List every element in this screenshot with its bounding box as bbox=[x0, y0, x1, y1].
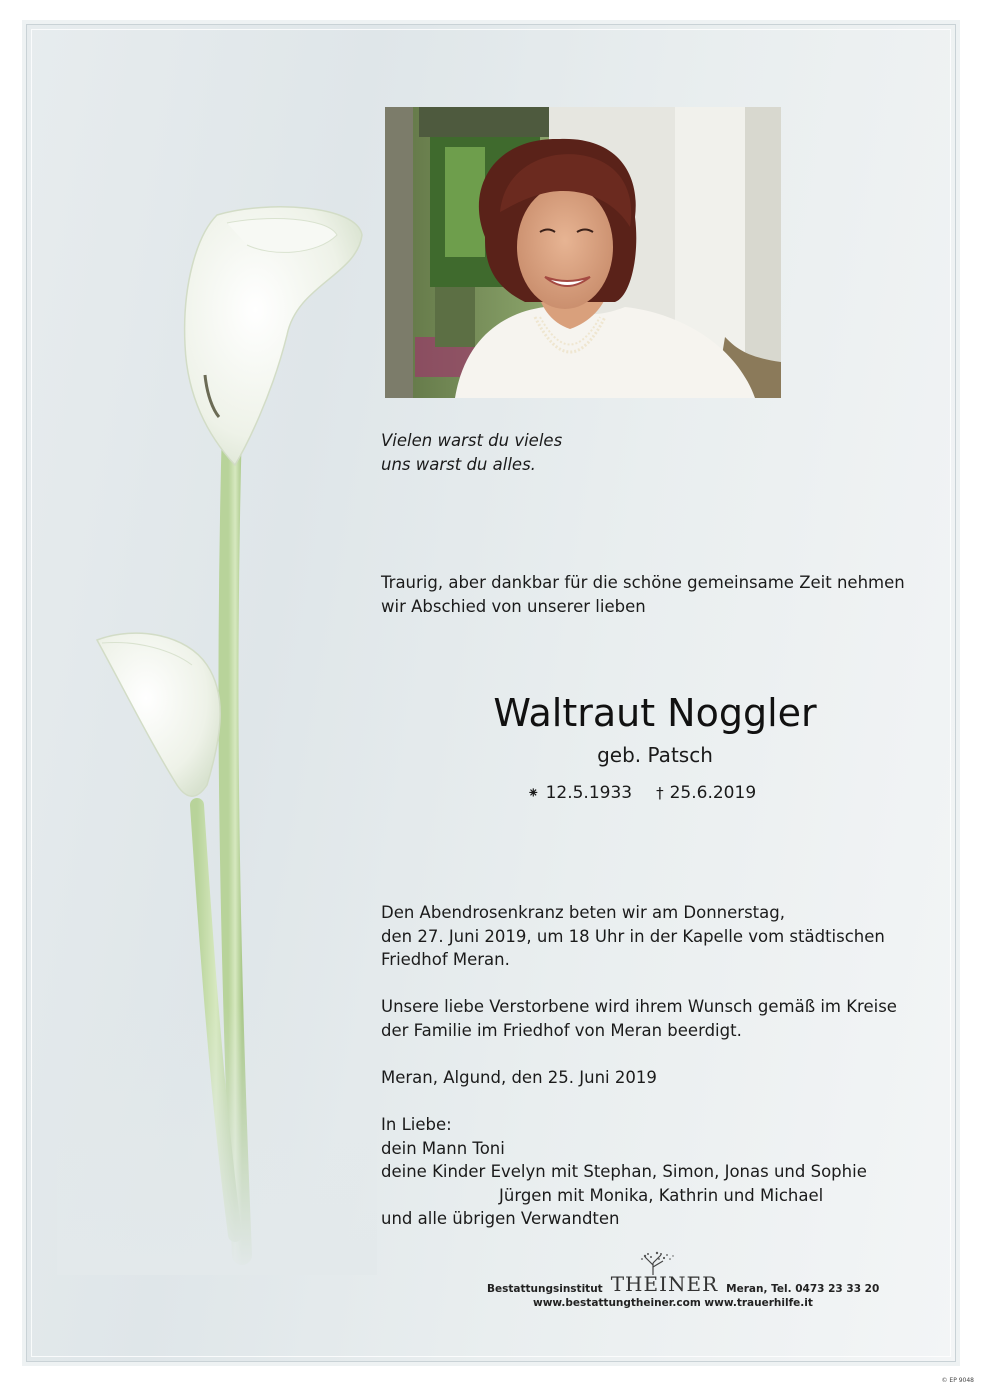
quote-line: Vielen warst du vieles bbox=[381, 431, 563, 450]
obituary-card bbox=[26, 24, 956, 1362]
rosary-line: Friedhof Meran. bbox=[381, 950, 510, 969]
birth-star-icon: ⁕ bbox=[527, 784, 540, 802]
life-dates bbox=[527, 781, 756, 805]
footer-websites: www.bestattungtheiner.com www.trauerhilfe.it bbox=[533, 1297, 813, 1309]
mourner-line: Jürgen mit Monika, Kathrin und Michael bbox=[499, 1185, 824, 1205]
brand-name: THEINER bbox=[610, 1272, 719, 1296]
mourner-line: deine Kinder Evelyn mit Stephan, Simon, Jonas und Sophie bbox=[381, 1162, 867, 1181]
rosary-paragraph bbox=[381, 901, 885, 972]
death-date-group bbox=[656, 781, 756, 805]
portrait-image bbox=[385, 107, 781, 398]
intro-text bbox=[381, 571, 905, 618]
burial-paragraph bbox=[381, 995, 897, 1042]
quote-line: uns warst du alles. bbox=[381, 454, 536, 474]
portrait-photo bbox=[385, 107, 781, 398]
quote bbox=[381, 429, 562, 476]
mourner-line: und alle übrigen Verwandten bbox=[381, 1209, 620, 1228]
funeral-home-footer bbox=[487, 1272, 880, 1309]
death-cross-icon: † bbox=[656, 784, 664, 802]
template-code: © EP 9048 bbox=[941, 1377, 974, 1384]
intro-line: wir Abschied von unserer lieben bbox=[381, 596, 646, 616]
burial-line: der Familie im Friedhof von Meran beerdigt. bbox=[381, 1020, 742, 1040]
burial-line: Unsere liebe Verstorbene wird ihrem Wunsch gemäß im Kreise bbox=[381, 997, 897, 1016]
intro-line: Traurig, aber dankbar für die schöne gemeinsame Zeit nehmen bbox=[381, 573, 905, 592]
birth-date-group bbox=[527, 781, 632, 805]
place-date: Meran, Algund, den 25. Juni 2019 bbox=[381, 1068, 657, 1087]
birth-date: 12.5.1933 bbox=[545, 783, 633, 803]
mourners-list bbox=[381, 1113, 867, 1231]
institute-label: Bestattungsinstitut bbox=[487, 1283, 603, 1295]
brand-logo bbox=[611, 1273, 718, 1295]
mourner-line: dein Mann Toni bbox=[381, 1138, 505, 1158]
rosary-line: den 27. Juni 2019, um 18 Uhr in der Kapelle vom städtischen bbox=[381, 926, 885, 946]
deceased-name: Waltraut Noggler bbox=[493, 691, 817, 735]
calla-lily-illustration bbox=[57, 195, 377, 1275]
rosary-line: Den Abendrosenkranz beten wir am Donnerstag, bbox=[381, 903, 785, 922]
mourner-line: In Liebe: bbox=[381, 1115, 452, 1134]
tree-logo-icon bbox=[633, 1251, 677, 1275]
contact-info: Meran, Tel. 0473 23 33 20 bbox=[726, 1283, 880, 1295]
death-date: 25.6.2019 bbox=[669, 783, 757, 803]
maiden-name: geb. Patsch bbox=[597, 743, 713, 767]
footer-main-row bbox=[487, 1272, 880, 1296]
